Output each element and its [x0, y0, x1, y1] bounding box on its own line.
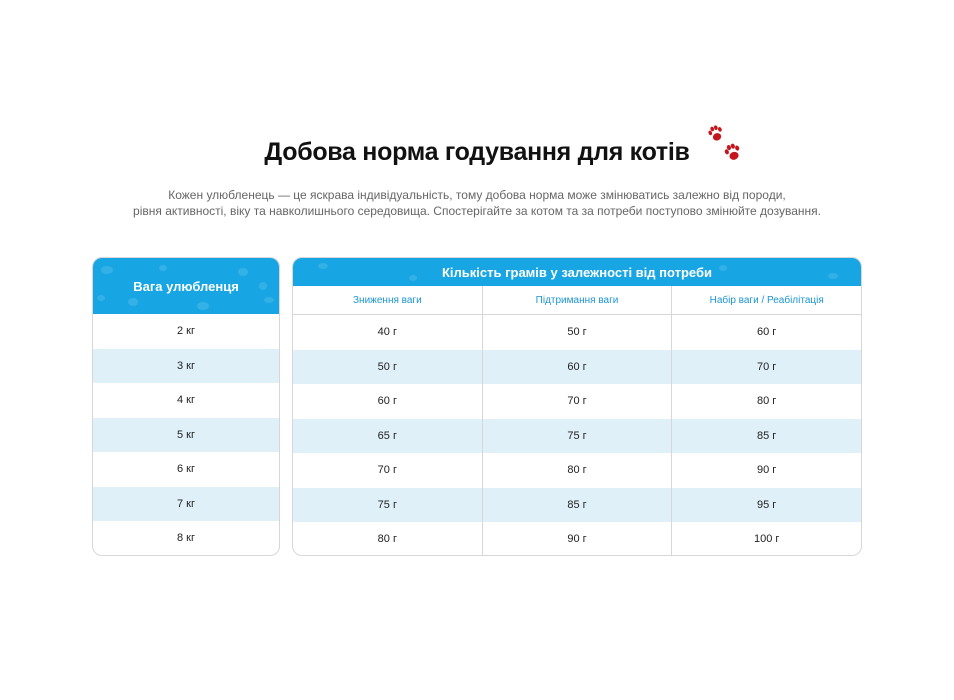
value-cell: 65 г	[293, 419, 483, 454]
table-row	[293, 488, 861, 523]
title-area	[0, 138, 954, 167]
subtitle	[0, 187, 954, 219]
column-headers	[293, 286, 861, 315]
table-row	[93, 521, 279, 556]
value-cell: 95 г	[757, 498, 777, 511]
table-row	[293, 419, 861, 454]
table-row	[293, 350, 861, 385]
column-header-weight-loss: Зниження ваги	[293, 286, 483, 314]
value-cell: 60 г	[757, 326, 777, 339]
grams-table	[292, 257, 862, 556]
value-cell: 75 г	[293, 488, 483, 523]
paw-prints-icon	[704, 122, 746, 166]
value-cell: 75 г	[483, 419, 673, 454]
value-cell: 100 г	[753, 533, 780, 546]
table-row	[93, 314, 279, 349]
weight-cell: 3 кг	[177, 359, 195, 372]
table-row	[93, 452, 279, 487]
table-row	[293, 384, 861, 419]
table-row	[93, 418, 279, 453]
value-cell: 70 г	[483, 384, 673, 419]
weight-cell: 6 кг	[177, 463, 195, 476]
page-title: Добова норма годування для котів	[264, 138, 690, 166]
weight-header	[93, 258, 279, 314]
value-cell: 70 г	[293, 453, 483, 488]
value-cell: 80 г	[483, 453, 673, 488]
value-cell: 60 г	[483, 350, 673, 385]
value-cell: 90 г	[483, 522, 673, 556]
table-row	[293, 453, 861, 488]
weight-table	[92, 257, 280, 556]
table-row	[293, 522, 861, 556]
value-cell: 90 г	[757, 464, 777, 477]
value-cell: 85 г	[483, 488, 673, 523]
value-cell: 40 г	[293, 315, 483, 350]
weight-cell: 5 кг	[177, 428, 195, 441]
subtitle-line-1: Кожен улюбленець — це яскрава індивідуальність, тому добова норма може змінюватись залежно від породи,	[168, 188, 786, 202]
table-row	[93, 349, 279, 384]
value-cell: 80 г	[293, 522, 483, 556]
column-header-weight-gain: Набір ваги / Реабілітація	[709, 294, 824, 306]
weight-cell: 4 кг	[177, 394, 195, 407]
table-row	[93, 383, 279, 418]
weight-cell: 7 кг	[177, 497, 195, 510]
subtitle-line-2: рівня активності, віку та навколишнього середовища. Спостерігайте за котом та за потреби поступово змінюйте дозування.	[133, 204, 821, 218]
table-row	[93, 487, 279, 522]
column-header-maintenance: Підтримання ваги	[483, 286, 673, 314]
value-cell: 80 г	[757, 395, 777, 408]
value-cell: 70 г	[757, 360, 777, 373]
weight-header-label: Вага улюбленця	[133, 278, 239, 294]
value-cell: 85 г	[757, 429, 777, 442]
table-row	[293, 315, 861, 350]
value-cell: 50 г	[483, 315, 673, 350]
value-cell: 60 г	[293, 384, 483, 419]
grams-header	[293, 258, 861, 286]
value-cell: 50 г	[293, 350, 483, 385]
grams-header-label: Кількість грамів у залежності від потреби	[441, 264, 713, 280]
weight-cell: 2 кг	[177, 325, 195, 338]
weight-cell: 8 кг	[177, 532, 195, 545]
